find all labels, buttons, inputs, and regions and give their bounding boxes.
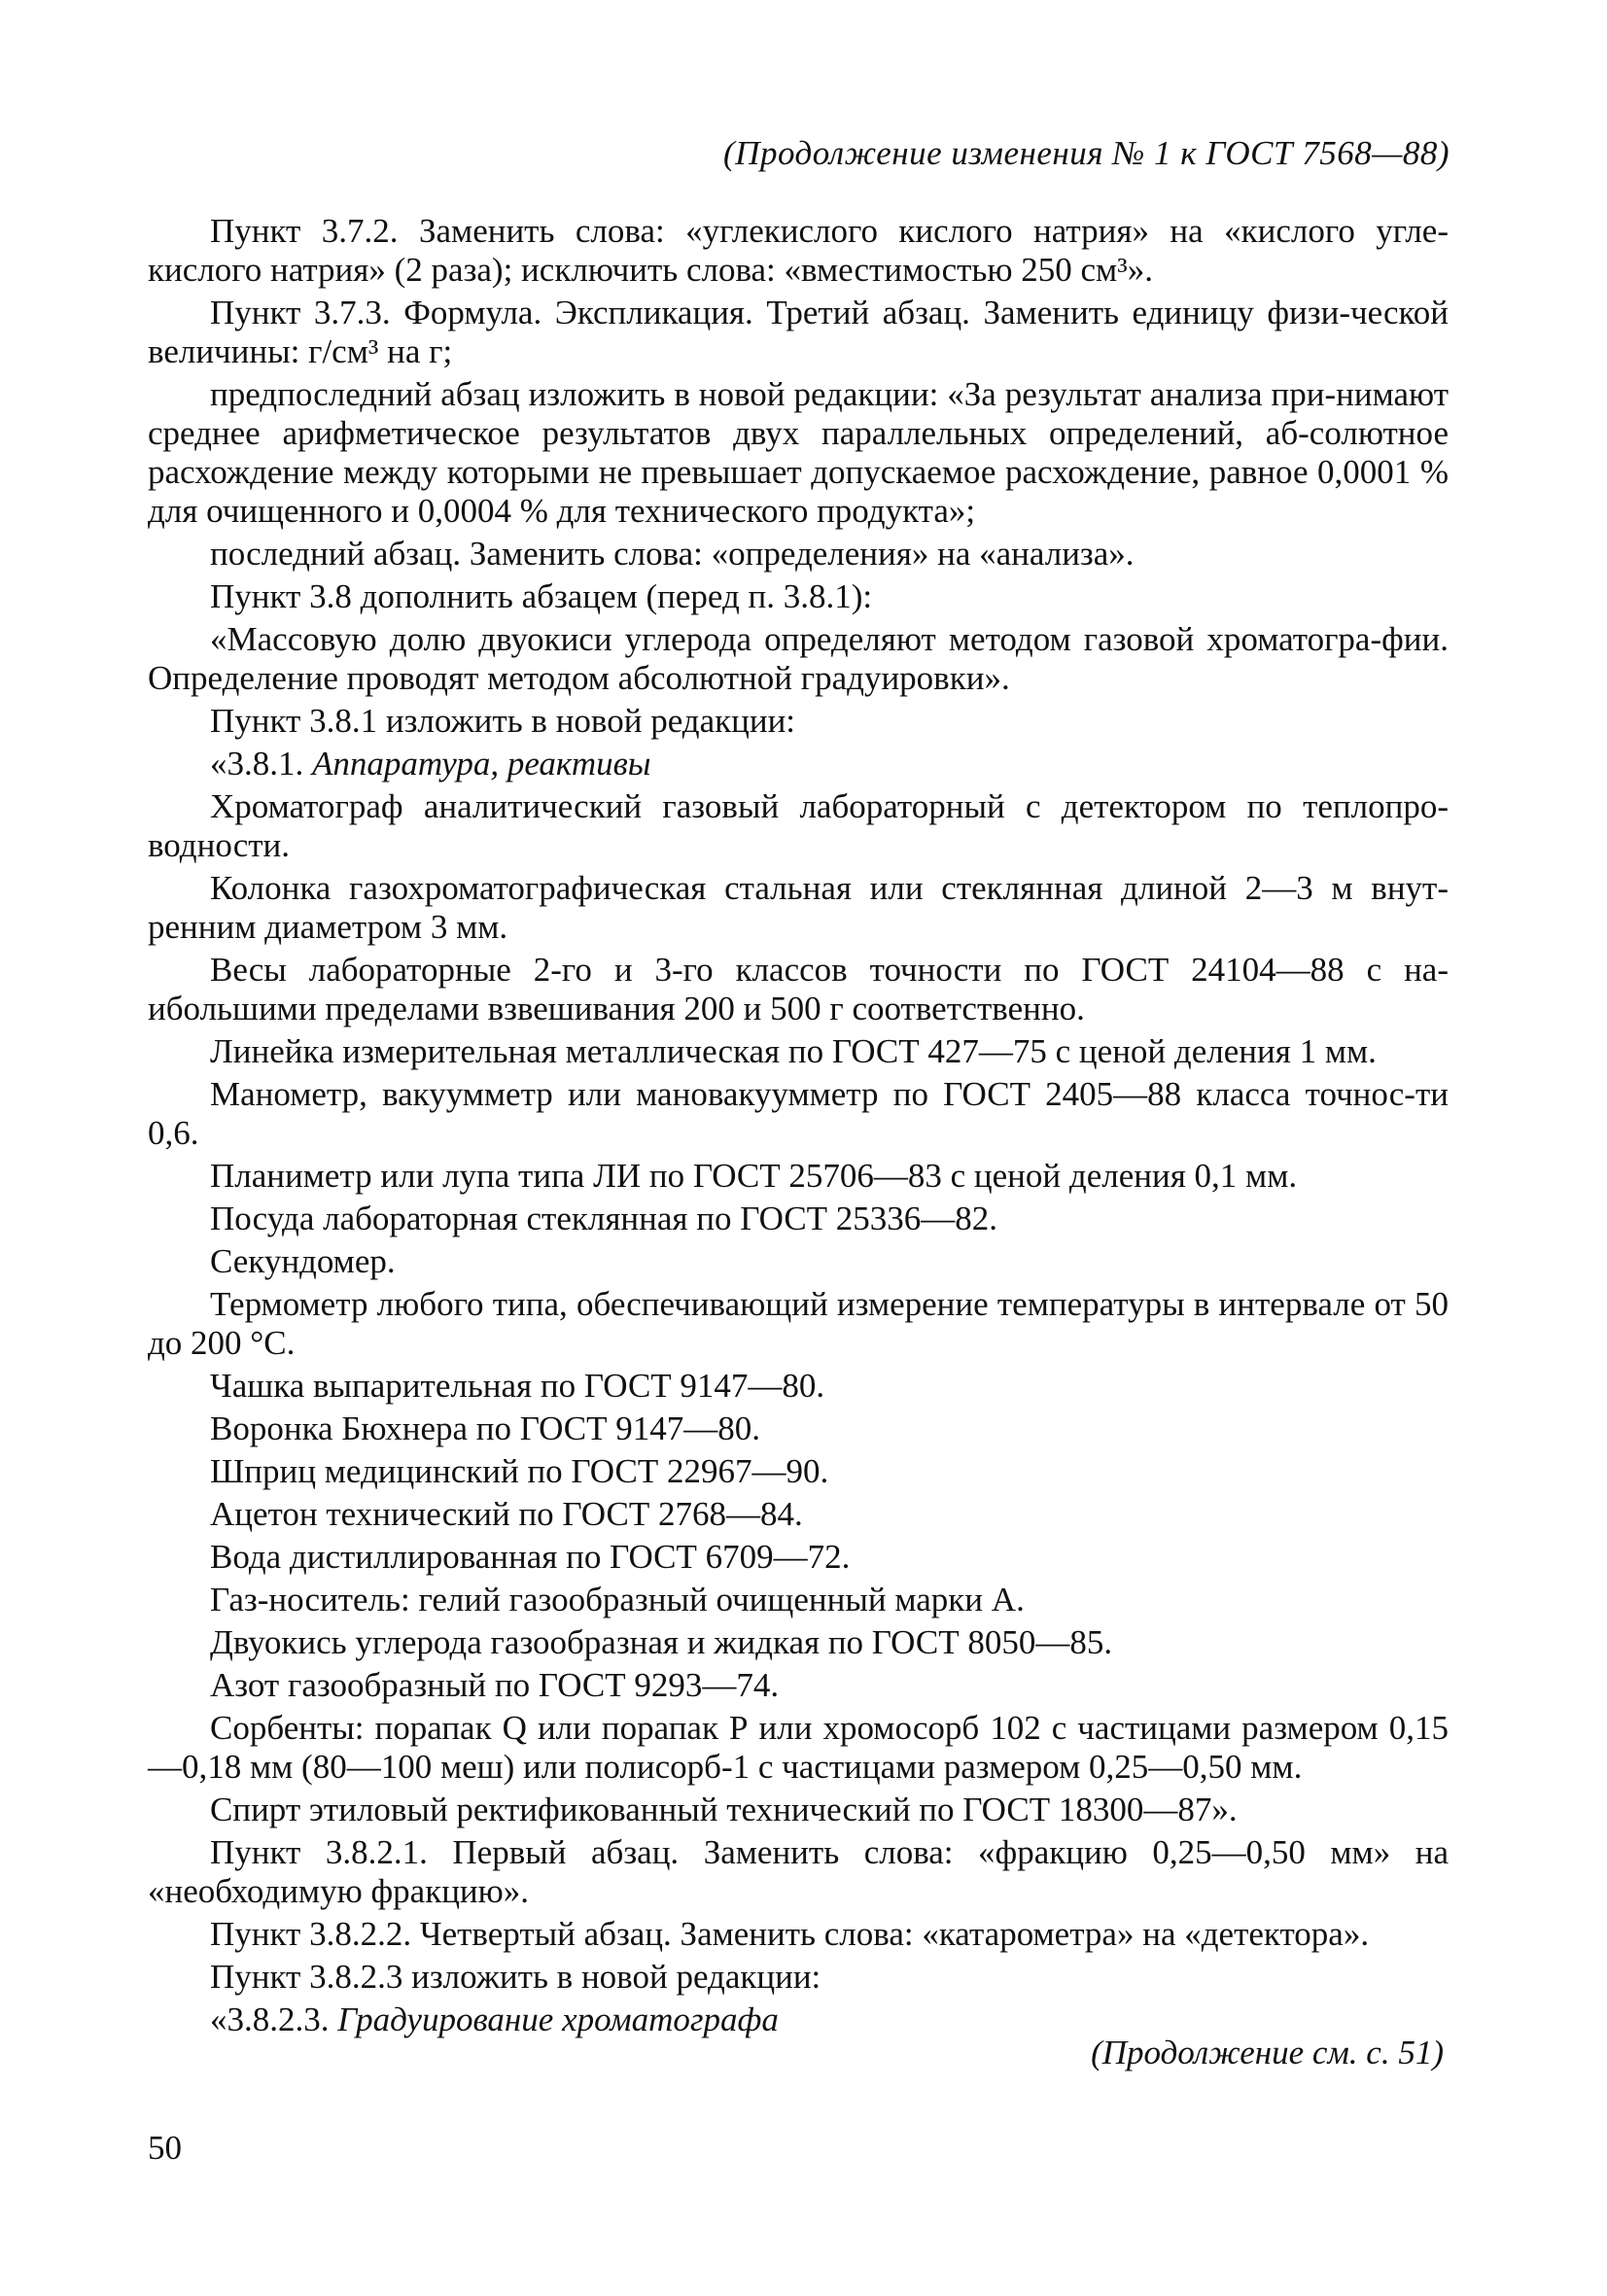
- paragraph: Пункт 3.8.2.3 изложить в новой редакции:: [210, 1958, 821, 1996]
- paragraph: «Массовую долю двуокиси углерода определяют методом газовой хроматогра-фии. Определение проводят методом абсолютной градуировки».: [148, 620, 1449, 697]
- paragraph: Термометр любого типа, обеспечивающий измерение температуры в интервале от 50 до 200 °С.: [148, 1285, 1449, 1362]
- paragraph: Манометр, вакуумметр или мановакуумметр по ГОСТ 2405—88 класса точнос-ти 0,6.: [148, 1075, 1449, 1152]
- document-body: [148, 212, 1449, 2043]
- section-number: «3.8.2.3.: [210, 2000, 338, 2038]
- paragraph: предпоследний абзац изложить в новой редакции: «За результат анализа при-нимают среднее арифметическое результатов двух параллельных определений, аб-солютное расхождение между которыми не превышает допускаемое расхождение, равное 0,0001 % для очищенного и 0,0004 % для технического продукта»;: [148, 375, 1449, 530]
- paragraph: Спирт этиловый ректификованный технический по ГОСТ 18300—87».: [210, 1791, 1238, 1828]
- paragraph: Посуда лабораторная стеклянная по ГОСТ 25336—82.: [210, 1200, 998, 1237]
- paragraph: Шприц медицинский по ГОСТ 22967—90.: [210, 1452, 829, 1490]
- paragraph: Пункт 3.8.1 изложить в новой редакции:: [210, 702, 796, 740]
- paragraph: Пункт 3.8.2.2. Четвертый абзац. Заменить слова: «катарометра» на «детектора».: [210, 1915, 1370, 1953]
- paragraph: Ацетон технический по ГОСТ 2768—84.: [210, 1495, 803, 1533]
- continuation-note: (Продолжение см. с. 51): [1091, 2034, 1444, 2071]
- section-number: «3.8.1.: [210, 745, 312, 783]
- paragraph: Пункт 3.8.2.1. Первый абзац. Заменить слова: «фракцию 0,25—0,50 мм» на «необходимую фракцию».: [148, 1833, 1449, 1910]
- paragraph: Хроматограф аналитический газовый лабораторный с детектором по теплопро-водности.: [148, 787, 1449, 864]
- paragraph: Двуокись углерода газообразная и жидкая по ГОСТ 8050—85.: [210, 1623, 1113, 1661]
- paragraph: Газ-носитель: гелий газообразный очищенный марки А.: [210, 1581, 1025, 1618]
- page-header: (Продолжение изменения № 1 к ГОСТ 7568—88): [723, 134, 1450, 172]
- paragraph: Пункт 3.7.2. Заменить слова: «углекислого кислого натрия» на «кислого угле-кислого натрия» (2 раза); исключить слова: «вместимостью 250 см³».: [148, 212, 1449, 289]
- section-title: Градуирование хроматографа: [337, 2000, 779, 2038]
- paragraph: Весы лабораторные 2-го и 3-го классов точности по ГОСТ 24104—88 с на-ибольшими пределами взвешивания 200 и 500 г соответственно.: [148, 951, 1449, 1027]
- paragraph: Линейка измерительная металлическая по ГОСТ 427—75 с ценой деления 1 мм.: [210, 1032, 1377, 1070]
- paragraph: Секундомер.: [210, 1242, 396, 1280]
- paragraph: Воронка Бюхнера по ГОСТ 9147—80.: [210, 1409, 761, 1447]
- paragraph: Пункт 3.8 дополнить абзацем (перед п. 3.8.1):: [210, 577, 873, 615]
- section-heading: [148, 745, 1449, 783]
- paragraph: Вода дистиллированная по ГОСТ 6709—72.: [210, 1538, 851, 1576]
- page-number: 50: [148, 2129, 182, 2167]
- paragraph: Пункт 3.7.3. Формула. Экспликация. Третий абзац. Заменить единицу физи-ческой величины: г/см³ на г;: [148, 294, 1449, 370]
- paragraph: Планиметр или лупа типа ЛИ по ГОСТ 25706—83 с ценой деления 0,1 мм.: [210, 1157, 1298, 1195]
- paragraph: Сорбенты: порапак Q или порапак Р или хромосорб 102 с частицами размером 0,15—0,18 мм (80—100 меш) или полисорб-1 с частицами размером 0,25—0,50 мм.: [148, 1709, 1449, 1786]
- paragraph: Чашка выпарительная по ГОСТ 9147—80.: [210, 1367, 825, 1405]
- paragraph: последний абзац. Заменить слова: «определения» на «анализа».: [210, 535, 1135, 573]
- paragraph: Колонка газохроматографическая стальная или стеклянная длиной 2—3 м внут-ренним диаметром 3 мм.: [148, 869, 1449, 946]
- section-title: Аппаратура, реактивы: [312, 745, 651, 783]
- paragraph: Азот газообразный по ГОСТ 9293—74.: [210, 1666, 780, 1704]
